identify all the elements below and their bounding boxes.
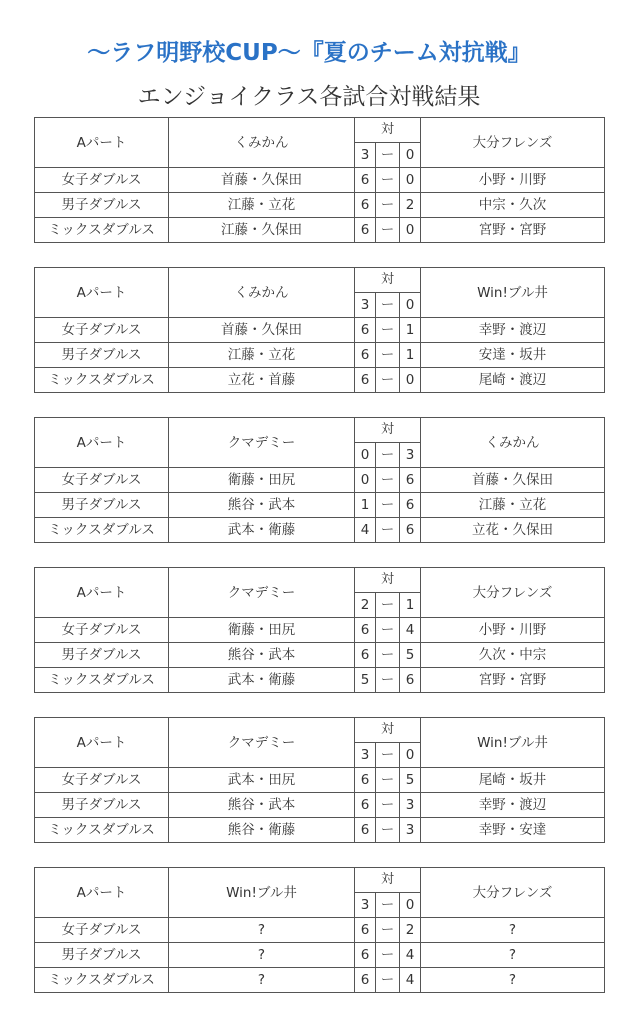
table-row	[35, 768, 605, 793]
pair-b-score: 2	[400, 918, 421, 943]
category-label: 女子ダブルス	[35, 468, 169, 493]
match-table	[34, 717, 605, 843]
pair-a-score: 4	[355, 518, 376, 543]
pair-a-names: 首藤・久保田	[169, 318, 355, 343]
pair-b-names: 宮野・宮野	[421, 668, 605, 693]
pair-a-names: 首藤・久保田	[169, 168, 355, 193]
pair-b-score: 1	[400, 343, 421, 368]
pair-b-score: 0	[400, 218, 421, 243]
pair-b-names: 尾崎・坂井	[421, 768, 605, 793]
part-label: Aパート	[35, 868, 169, 918]
pair-b-names: 江藤・立花	[421, 493, 605, 518]
pair-b-names: ?	[421, 943, 605, 968]
pair-a-names: 衛藤・田尻	[169, 618, 355, 643]
pair-a-names: 武本・田尻	[169, 768, 355, 793]
category-label: ミックスダブルス	[35, 518, 169, 543]
category-label: 女子ダブルス	[35, 318, 169, 343]
category-label: 女子ダブルス	[35, 618, 169, 643]
pair-a-names: ?	[169, 968, 355, 993]
pair-b-score: 2	[400, 193, 421, 218]
score-dash: ー	[376, 593, 400, 618]
pair-b-names: 宮野・宮野	[421, 218, 605, 243]
match-table	[34, 267, 605, 393]
pair-a-names: 熊谷・衛藤	[169, 818, 355, 843]
pair-a-names: 熊谷・武本	[169, 793, 355, 818]
part-label: Aパート	[35, 118, 169, 168]
category-label: 男子ダブルス	[35, 943, 169, 968]
category-label: ミックスダブルス	[35, 368, 169, 393]
pair-a-score: 5	[355, 668, 376, 693]
score-dash: ー	[376, 143, 400, 168]
pair-a-score: 6	[355, 793, 376, 818]
pair-a-score: 6	[355, 168, 376, 193]
score-dash: ー	[376, 768, 400, 793]
match-table	[34, 867, 605, 993]
part-label: Aパート	[35, 418, 169, 468]
team-a-name: Win!ブル井	[169, 868, 355, 918]
category-label: ミックスダブルス	[35, 218, 169, 243]
pair-a-names: 江藤・久保田	[169, 218, 355, 243]
match-table	[34, 417, 605, 543]
pair-a-names: ?	[169, 918, 355, 943]
part-label: Aパート	[35, 718, 169, 768]
pair-a-names: 熊谷・武本	[169, 643, 355, 668]
score-dash: ー	[376, 318, 400, 343]
table-row	[35, 193, 605, 218]
pair-b-names: 首藤・久保田	[421, 468, 605, 493]
pair-a-score: 0	[355, 468, 376, 493]
vs-label: 対	[355, 118, 421, 143]
team-a-total-score: 3	[355, 893, 376, 918]
score-dash: ー	[376, 918, 400, 943]
team-b-name: Win!ブル井	[421, 268, 605, 318]
pair-b-names: 小野・川野	[421, 168, 605, 193]
team-a-total-score: 3	[355, 143, 376, 168]
category-label: 女子ダブルス	[35, 768, 169, 793]
score-dash: ー	[376, 218, 400, 243]
pair-b-score: 1	[400, 318, 421, 343]
table-row	[35, 818, 605, 843]
pair-a-names: 武本・衛藤	[169, 518, 355, 543]
score-dash: ー	[376, 943, 400, 968]
score-dash: ー	[376, 493, 400, 518]
category-label: 女子ダブルス	[35, 168, 169, 193]
pair-b-score: 4	[400, 943, 421, 968]
score-dash: ー	[376, 443, 400, 468]
vs-label: 対	[355, 868, 421, 893]
score-dash: ー	[376, 193, 400, 218]
pair-a-score: 6	[355, 768, 376, 793]
team-b-name: くみかん	[421, 418, 605, 468]
team-a-total-score: 0	[355, 443, 376, 468]
pair-b-score: 3	[400, 793, 421, 818]
team-b-total-score: 3	[400, 443, 421, 468]
team-b-total-score: 0	[400, 293, 421, 318]
pair-b-score: 6	[400, 468, 421, 493]
score-dash: ー	[376, 668, 400, 693]
team-b-total-score: 1	[400, 593, 421, 618]
team-b-total-score: 0	[400, 893, 421, 918]
pair-b-score: 5	[400, 643, 421, 668]
table-row	[35, 918, 605, 943]
pair-b-score: 6	[400, 668, 421, 693]
page-subtitle: エンジョイクラス各試合対戦結果	[137, 84, 481, 110]
table-row	[35, 643, 605, 668]
pair-b-score: 4	[400, 968, 421, 993]
pair-a-names: 立花・首藤	[169, 368, 355, 393]
team-b-name: 大分フレンズ	[421, 118, 605, 168]
pair-a-score: 6	[355, 318, 376, 343]
pair-b-score: 6	[400, 493, 421, 518]
pair-b-score: 5	[400, 768, 421, 793]
pair-a-score: 6	[355, 918, 376, 943]
vs-label: 対	[355, 418, 421, 443]
score-dash: ー	[376, 368, 400, 393]
team-b-total-score: 0	[400, 743, 421, 768]
team-b-name: 大分フレンズ	[421, 868, 605, 918]
pair-b-names: ?	[421, 968, 605, 993]
pair-a-names: 江藤・立花	[169, 343, 355, 368]
category-label: 男子ダブルス	[35, 193, 169, 218]
team-b-name: Win!ブル井	[421, 718, 605, 768]
pair-b-names: 久次・中宗	[421, 643, 605, 668]
team-a-name: クマデミー	[169, 418, 355, 468]
team-a-total-score: 3	[355, 743, 376, 768]
table-row	[35, 793, 605, 818]
pair-b-score: 4	[400, 618, 421, 643]
table-row	[35, 468, 605, 493]
pair-a-score: 6	[355, 343, 376, 368]
pair-a-names: 江藤・立花	[169, 193, 355, 218]
pair-a-names: 衛藤・田尻	[169, 468, 355, 493]
score-dash: ー	[376, 818, 400, 843]
pair-b-names: 安達・坂井	[421, 343, 605, 368]
pair-a-names: 武本・衛藤	[169, 668, 355, 693]
pair-a-score: 6	[355, 618, 376, 643]
match-table	[34, 117, 605, 243]
pair-a-names: 熊谷・武本	[169, 493, 355, 518]
vs-label: 対	[355, 568, 421, 593]
vs-label: 対	[355, 718, 421, 743]
pair-b-score: 6	[400, 518, 421, 543]
team-b-total-score: 0	[400, 143, 421, 168]
category-label: 男子ダブルス	[35, 793, 169, 818]
part-label: Aパート	[35, 268, 169, 318]
score-dash: ー	[376, 468, 400, 493]
pair-a-score: 6	[355, 818, 376, 843]
pair-a-score: 6	[355, 193, 376, 218]
pair-a-score: 6	[355, 643, 376, 668]
pair-b-names: 幸野・渡辺	[421, 318, 605, 343]
team-a-name: くみかん	[169, 118, 355, 168]
team-a-name: クマデミー	[169, 718, 355, 768]
pair-b-names: 中宗・久次	[421, 193, 605, 218]
score-dash: ー	[376, 893, 400, 918]
pair-a-score: 6	[355, 943, 376, 968]
table-row	[35, 318, 605, 343]
table-row	[35, 618, 605, 643]
part-label: Aパート	[35, 568, 169, 618]
match-table	[34, 567, 605, 693]
score-dash: ー	[376, 343, 400, 368]
score-dash: ー	[376, 518, 400, 543]
vs-label: 対	[355, 268, 421, 293]
pair-a-score: 6	[355, 968, 376, 993]
team-a-total-score: 2	[355, 593, 376, 618]
score-dash: ー	[376, 168, 400, 193]
team-a-total-score: 3	[355, 293, 376, 318]
table-row	[35, 943, 605, 968]
pair-b-names: 幸野・安達	[421, 818, 605, 843]
category-label: 男子ダブルス	[35, 343, 169, 368]
table-row	[35, 668, 605, 693]
score-dash: ー	[376, 968, 400, 993]
pair-b-score: 3	[400, 818, 421, 843]
table-row	[35, 493, 605, 518]
team-a-name: クマデミー	[169, 568, 355, 618]
pair-b-score: 0	[400, 168, 421, 193]
category-label: ミックスダブルス	[35, 818, 169, 843]
pair-b-names: ?	[421, 918, 605, 943]
page-title: 〜ラフ明野校CUP〜『夏のチーム対抗戦』	[87, 40, 531, 66]
pair-b-names: 小野・川野	[421, 618, 605, 643]
pair-b-names: 尾崎・渡辺	[421, 368, 605, 393]
pair-a-score: 6	[355, 368, 376, 393]
team-b-name: 大分フレンズ	[421, 568, 605, 618]
table-row	[35, 518, 605, 543]
pair-b-names: 幸野・渡辺	[421, 793, 605, 818]
category-label: 男子ダブルス	[35, 493, 169, 518]
table-row	[35, 218, 605, 243]
score-dash: ー	[376, 743, 400, 768]
table-row	[35, 168, 605, 193]
pair-a-score: 1	[355, 493, 376, 518]
pair-b-names: 立花・久保田	[421, 518, 605, 543]
score-dash: ー	[376, 293, 400, 318]
score-dash: ー	[376, 643, 400, 668]
category-label: ミックスダブルス	[35, 968, 169, 993]
category-label: ミックスダブルス	[35, 668, 169, 693]
category-label: 男子ダブルス	[35, 643, 169, 668]
team-a-name: くみかん	[169, 268, 355, 318]
pair-b-score: 0	[400, 368, 421, 393]
table-row	[35, 343, 605, 368]
category-label: 女子ダブルス	[35, 918, 169, 943]
score-dash: ー	[376, 793, 400, 818]
score-dash: ー	[376, 618, 400, 643]
table-row	[35, 368, 605, 393]
table-row	[35, 968, 605, 993]
pair-a-score: 6	[355, 218, 376, 243]
pair-a-names: ?	[169, 943, 355, 968]
